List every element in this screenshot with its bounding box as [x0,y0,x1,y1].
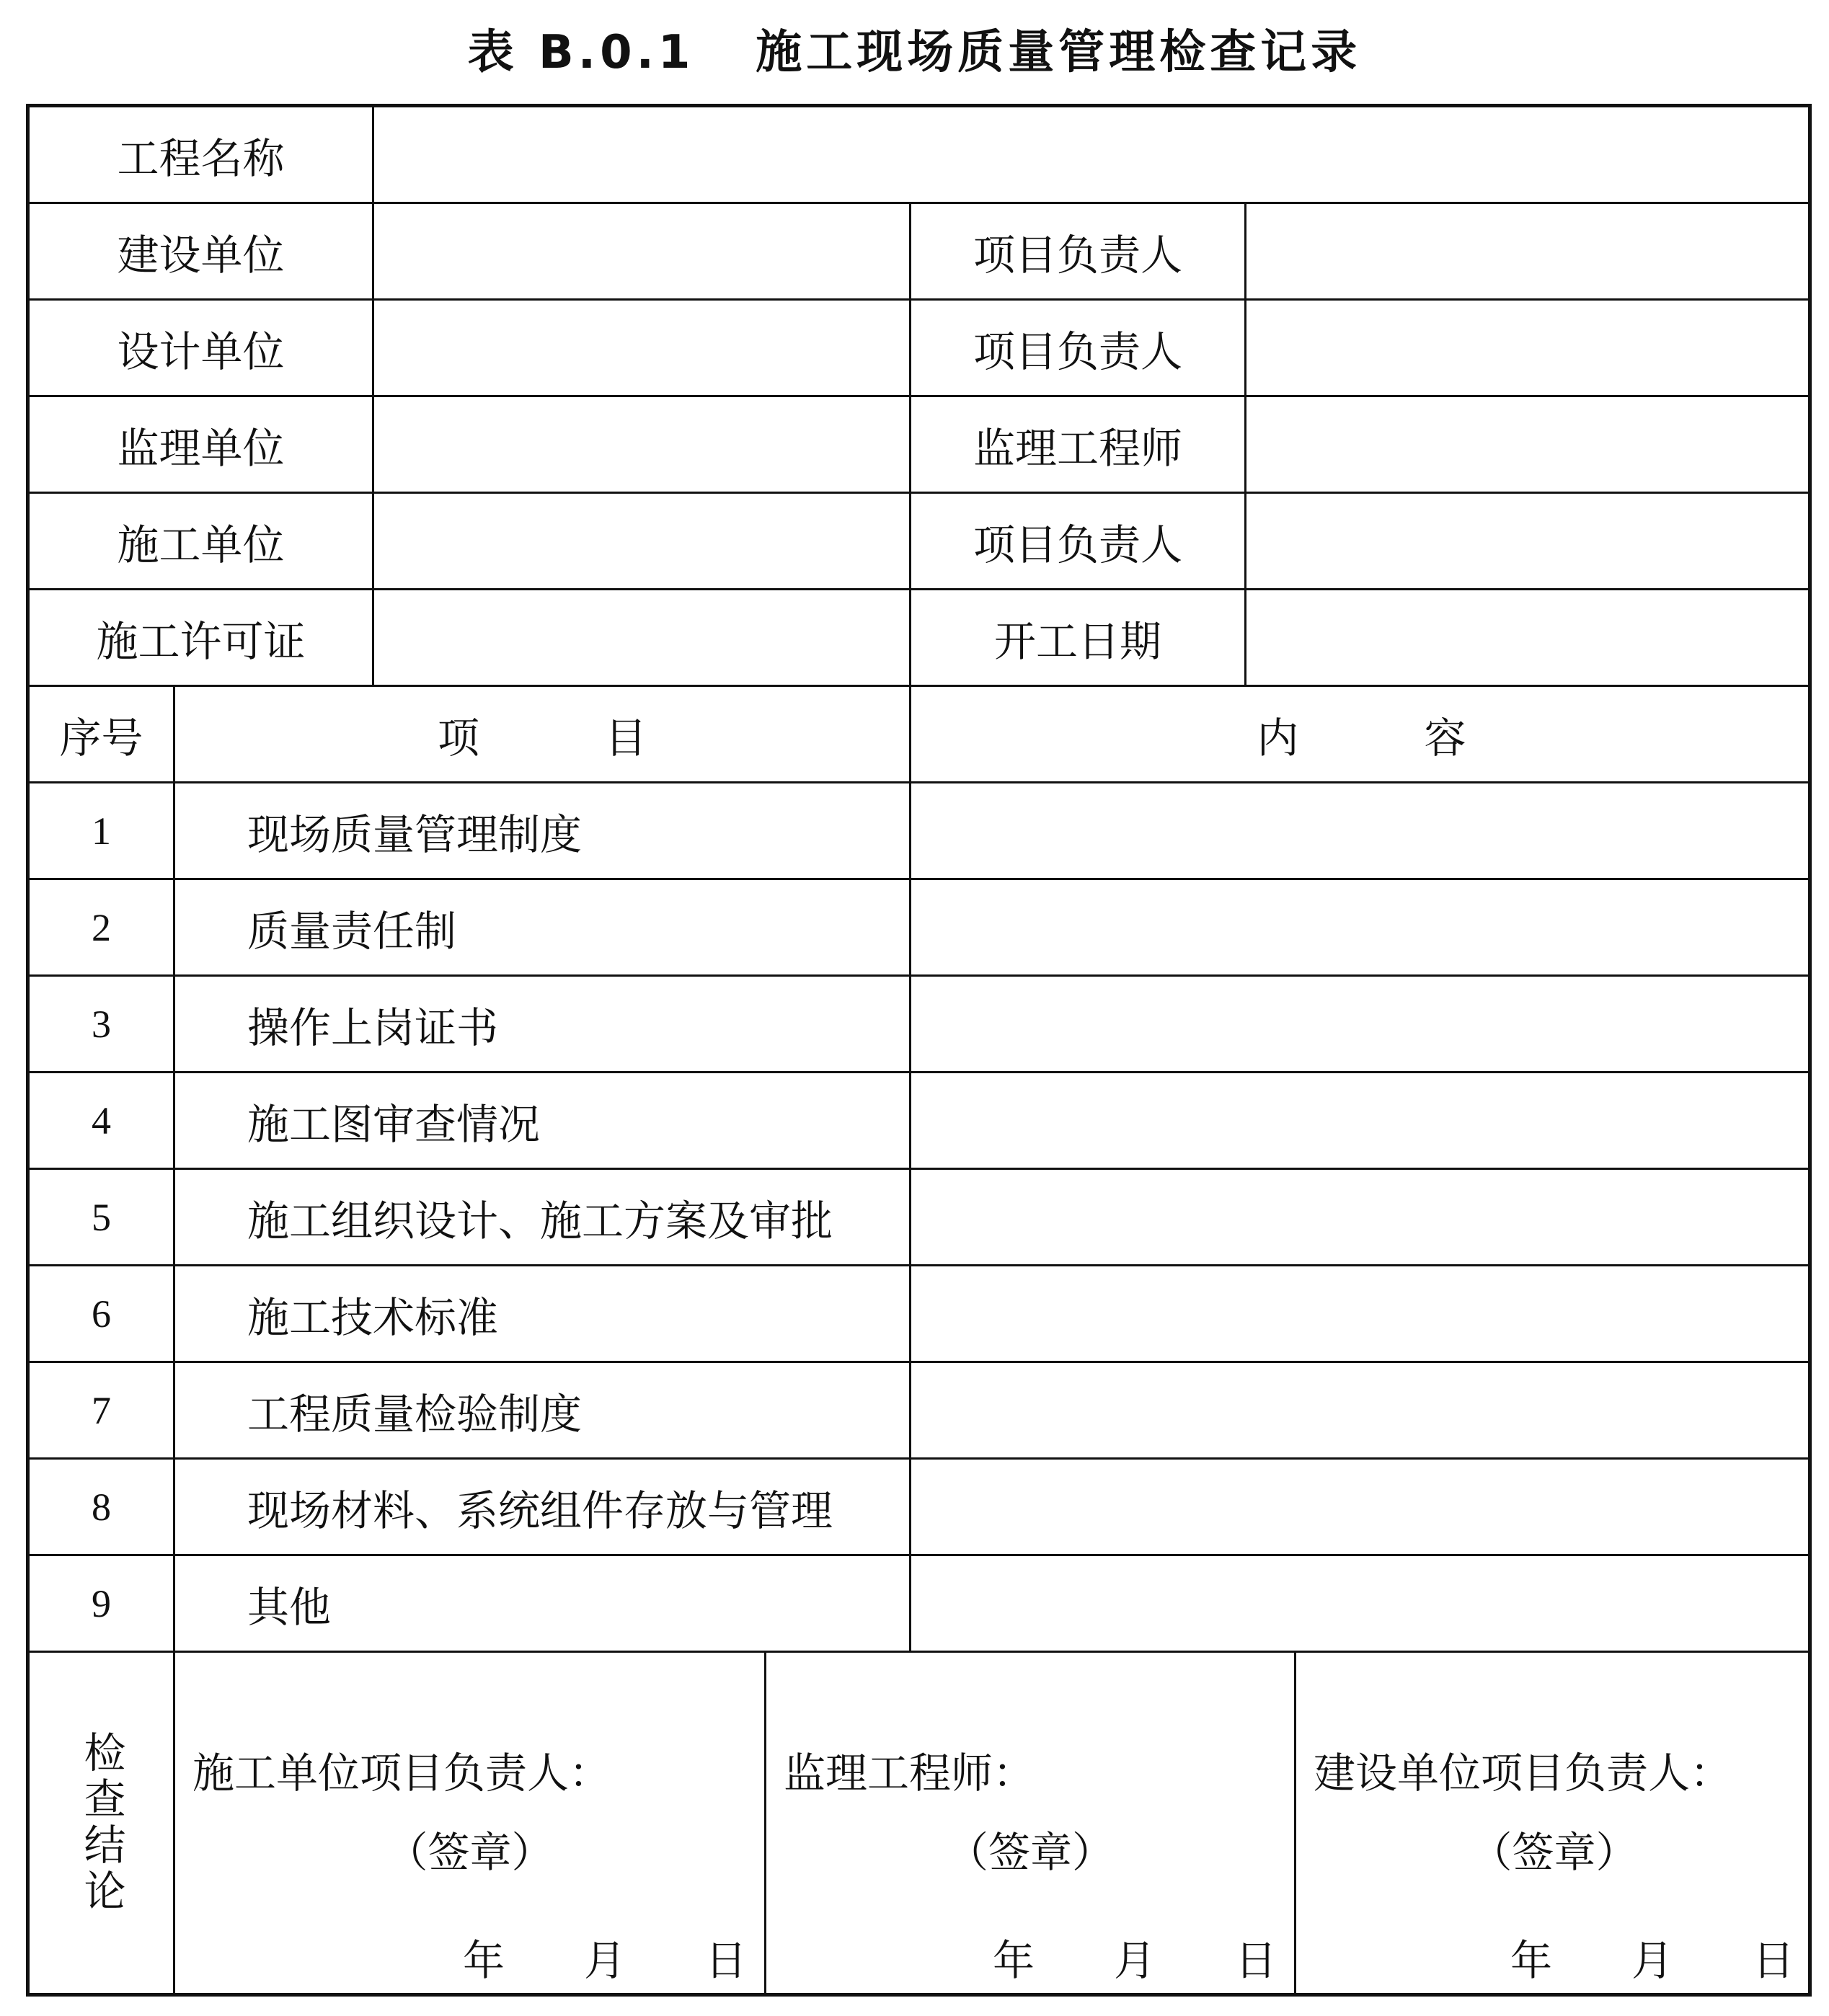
table-row [30,1073,1808,1170]
construction-unit-manager-value[interactable] [1244,204,1812,298]
item-content[interactable] [909,977,1812,1071]
day-label: 日 [1752,1936,1794,1985]
item-name: 其他 [173,1556,909,1651]
design-unit-manager-value[interactable] [1244,301,1812,395]
supervisor-signature-block[interactable] [764,1653,1294,1993]
item-name: 质量责任制 [173,880,909,974]
item-content[interactable] [909,783,1812,878]
item-name: 工程质量检验制度 [173,1363,909,1457]
info-row-construction-unit [30,204,1808,301]
table-row [30,1556,1808,1653]
item-name: 施工技术标准 [173,1266,909,1361]
builder-sign-date [463,1927,747,1987]
item-content[interactable] [909,1556,1812,1651]
permit-value[interactable] [372,590,909,685]
owner-sign-date [1510,1927,1794,1987]
info-row-design-unit [30,301,1808,397]
day-label: 日 [1234,1936,1277,1985]
item-no: 4 [92,1098,111,1142]
supervision-engineer-value[interactable] [1244,397,1812,492]
item-name: 施工组织设计、施工方案及审批 [173,1170,909,1264]
conclusion-label-cell [30,1653,173,1993]
page-title: 表 B.0.1 施工现场质量管理检查记录 [467,26,1362,79]
supervisor-sign-date [993,1927,1277,1987]
table-row [30,783,1808,880]
supervisor-seal-label: （签章） [946,1828,1114,1877]
info-row-permit [30,590,1808,687]
builder-unit-label: 施工单位 [117,520,285,569]
table-row [30,1460,1808,1556]
items-header-row [30,687,1808,783]
builder-unit-value[interactable] [372,494,909,588]
item-name: 施工图审查情况 [173,1073,909,1168]
header-content: 内 容 [909,687,1812,781]
item-no: 7 [92,1388,111,1432]
builder-signer-role: 施工单位项目负责人： [192,1749,611,1798]
builder-unit-manager-value[interactable] [1244,494,1812,588]
table-row [30,1170,1808,1266]
item-name: 现场质量管理制度 [173,783,909,878]
supervision-engineer-label: 监理工程师 [909,397,1244,492]
construction-unit-manager-label: 项目负责人 [909,204,1244,298]
item-name: 现场材料、系统组件存放与管理 [173,1460,909,1554]
design-unit-value[interactable] [372,301,909,395]
table-row [30,977,1808,1073]
supervision-unit-label: 监理单位 [117,423,285,473]
supervisor-signer-role: 监理工程师： [784,1749,1035,1798]
item-name: 操作上岗证书 [173,977,909,1071]
builder-unit-manager-label: 项目负责人 [909,494,1244,588]
supervision-unit-value[interactable] [372,397,909,492]
item-no: 8 [92,1485,111,1529]
start-date-value[interactable] [1244,590,1812,685]
year-label: 年 [1510,1936,1552,1985]
project-name-value[interactable] [372,107,1812,202]
header-item: 项 目 [173,687,909,781]
header-no: 序号 [59,713,143,763]
builder-seal-label: （签章） [386,1828,554,1877]
month-label: 月 [1113,1936,1156,1985]
start-date-label: 开工日期 [909,590,1244,685]
item-content[interactable] [909,1460,1812,1554]
item-content[interactable] [909,880,1812,974]
item-content[interactable] [909,1266,1812,1361]
permit-label: 施工许可证 [96,616,306,666]
item-no: 3 [92,1002,111,1046]
item-no: 1 [92,809,111,853]
owner-signer-role: 建设单位项目负责人： [1314,1749,1732,1798]
item-no: 6 [92,1292,111,1336]
info-row-project-name [30,107,1808,204]
item-no: 9 [92,1581,111,1625]
item-no: 5 [92,1195,111,1239]
conclusion-label: 检查结论 [76,1731,126,1915]
quality-check-form [26,104,1812,1997]
project-name-label: 工程名称 [117,133,285,183]
table-row [30,1363,1808,1460]
item-content[interactable] [909,1073,1812,1168]
construction-unit-value[interactable] [372,204,909,298]
year-label: 年 [462,1936,505,1985]
year-label: 年 [992,1936,1035,1985]
builder-signature-block[interactable] [173,1653,764,1993]
day-label: 日 [704,1936,747,1985]
item-no: 2 [92,905,111,949]
owner-seal-label: （签章） [1470,1828,1638,1877]
item-content[interactable] [909,1363,1812,1457]
design-unit-manager-label: 项目负责人 [909,301,1244,395]
table-row [30,880,1808,977]
design-unit-label: 设计单位 [117,327,285,376]
table-row [30,1266,1808,1363]
owner-signature-block[interactable] [1294,1653,1812,1993]
construction-unit-label: 建设单位 [117,230,285,280]
item-content[interactable] [909,1170,1812,1264]
conclusion-row [30,1653,1808,1993]
info-row-supervision-unit [30,397,1808,494]
month-label: 月 [1631,1936,1673,1985]
month-label: 月 [583,1936,626,1985]
info-row-builder-unit [30,494,1808,590]
